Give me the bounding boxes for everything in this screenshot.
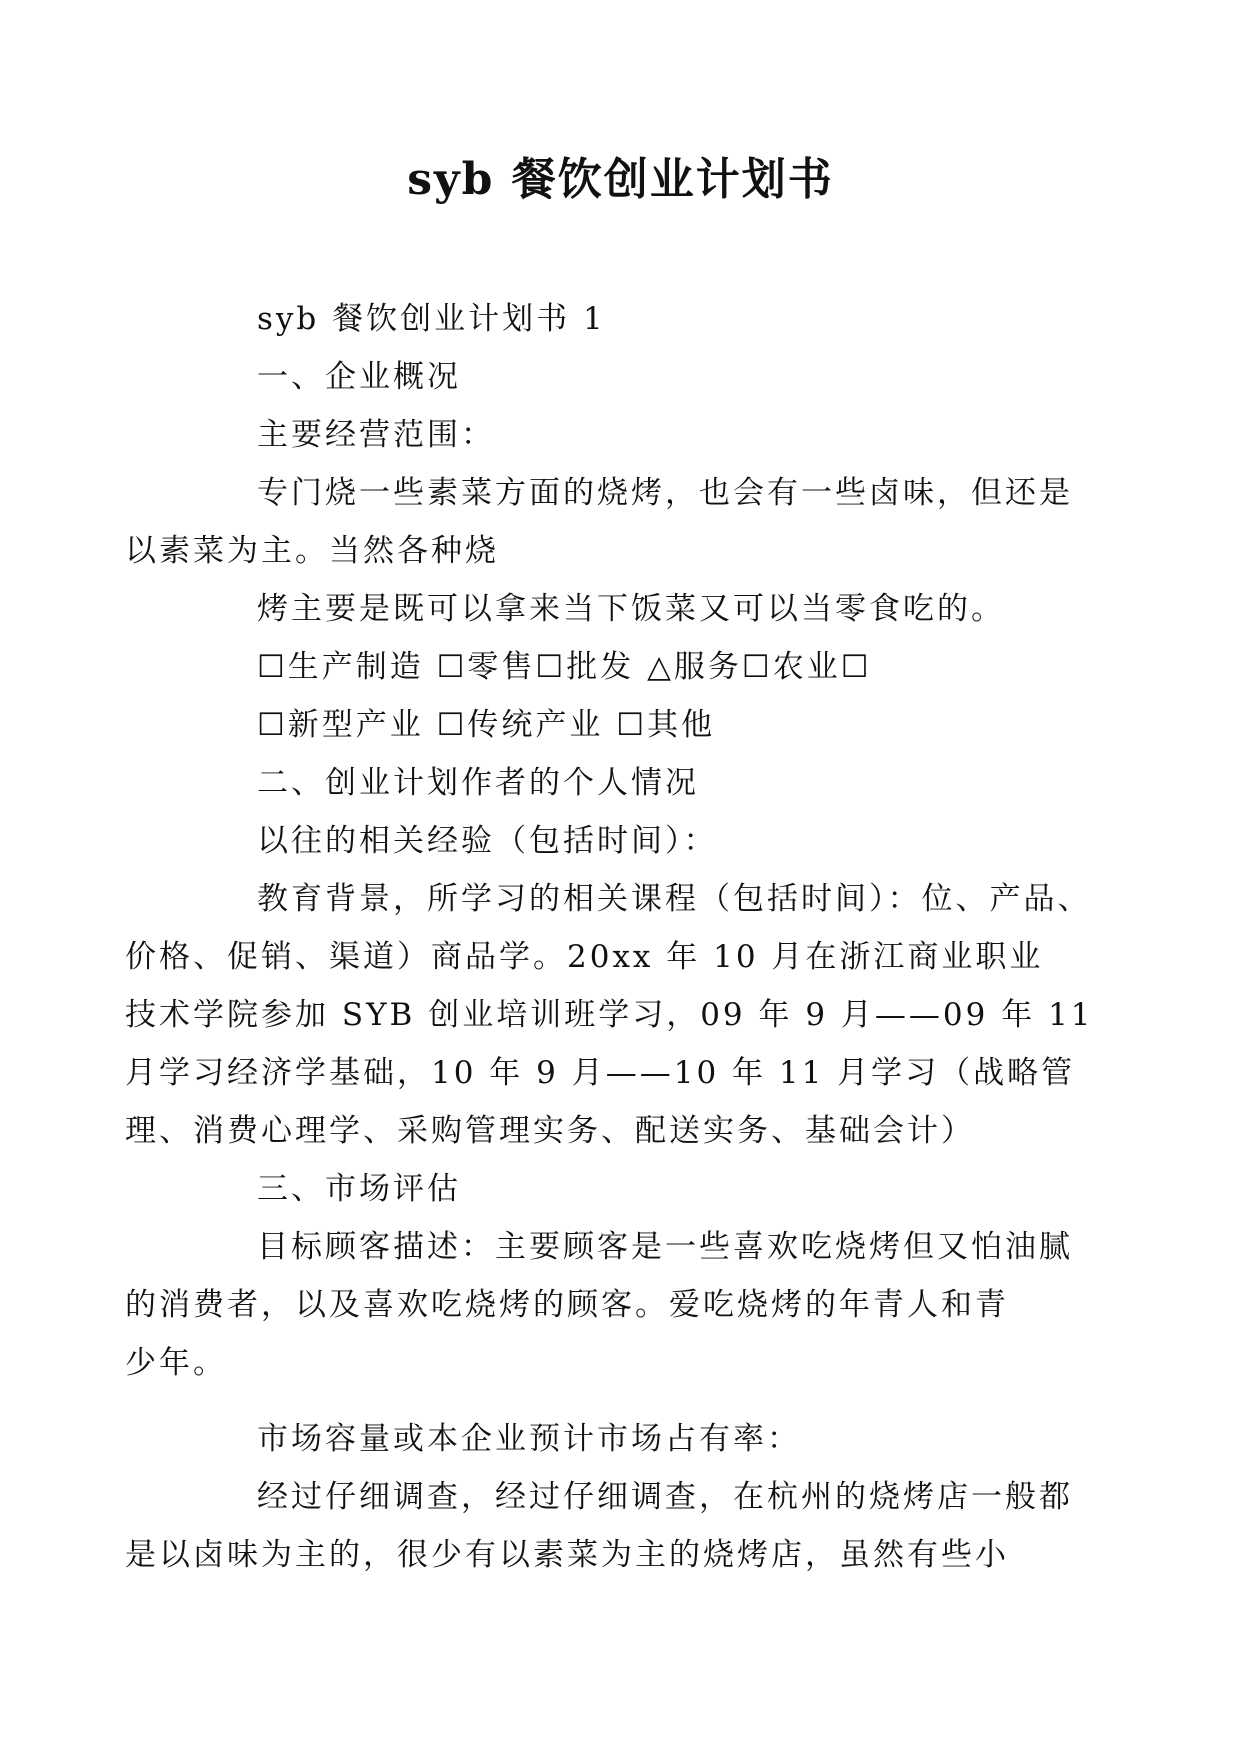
- text-line: 烤主要是既可以拿来当下饭菜又可以当零食吃的。: [257, 591, 1005, 627]
- text-line: 一、企业概况: [257, 359, 461, 395]
- text-line: 专门烧一些素菜方面的烧烤，也会有一些卤味，但还是: [257, 475, 1073, 511]
- paragraph-industry-type: [191, 696, 1071, 754]
- text-line: 是以卤味为主的，很少有以素菜为主的烧烤店，虽然有些小: [125, 1537, 1009, 1573]
- paragraph-market-capacity: [191, 1410, 1071, 1468]
- text-line: 以素菜为主。当然各种烧: [125, 533, 499, 569]
- paragraph-section-2: [191, 754, 1071, 812]
- text-line: 月学习经济学基础，10 年 9 月——10 年 11 月学习（战略管: [125, 1055, 1076, 1091]
- paragraph-experience: [191, 812, 1071, 870]
- text-line: 的消费者，以及喜欢吃烧烤的顾客。爱吃烧烤的年青人和青: [125, 1287, 1009, 1323]
- text-line: ☐生产制造 ☐零售☐批发 △服务☐农业☐: [257, 649, 872, 685]
- text-line: ☐新型产业 ☐传统产业 ☐其他: [257, 707, 716, 743]
- text-line: 技术学院参加 SYB 创业培训班学习，09 年 9 月——09 年 11: [125, 997, 1094, 1033]
- paragraph-business-scope: [191, 406, 1071, 464]
- text-line: 理、消费心理学、采购管理实务、配送实务、基础会计）: [125, 1113, 975, 1149]
- text-line: 二、创业计划作者的个人情况: [257, 765, 699, 801]
- text-line: 价格、促销、渠道）商品学。20xx 年 10 月在浙江商业职业: [125, 939, 1044, 975]
- paragraph-scope-desc: [125, 464, 1073, 580]
- text-line: 三、市场评估: [257, 1171, 461, 1207]
- paragraph-scope-desc-2: [191, 580, 1071, 638]
- paragraph-plan-heading: [191, 290, 1071, 348]
- text-line: 主要经营范围：: [257, 417, 495, 453]
- text-line: 以往的相关经验（包括时间）：: [257, 823, 718, 859]
- paragraph-section-1: [191, 348, 1071, 406]
- paragraph-spacer: [191, 1392, 1071, 1410]
- text-line: 教育背景，所学习的相关课程（包括时间）：位、产品、: [257, 881, 1092, 917]
- paragraph-target-customers: [125, 1218, 1073, 1392]
- paragraph-survey: [125, 1468, 1073, 1584]
- paragraph-industry-options: [191, 638, 1071, 696]
- paragraph-section-3: [191, 1160, 1071, 1218]
- document-title: syb 餐饮创业计划书: [407, 154, 834, 205]
- paragraph-education: [125, 870, 1094, 1160]
- text-line: 目标顾客描述：主要顾客是一些喜欢吃烧烤但又怕油腻: [257, 1229, 1073, 1265]
- text-line: 少年。: [125, 1345, 227, 1381]
- text-line: 市场容量或本企业预计市场占有率：: [257, 1421, 801, 1457]
- text-line: syb 餐饮创业计划书 1: [257, 301, 606, 337]
- text-line: 经过仔细调查，经过仔细调查，在杭州的烧烤店一般都: [257, 1479, 1073, 1515]
- document-body: [125, 290, 1094, 1584]
